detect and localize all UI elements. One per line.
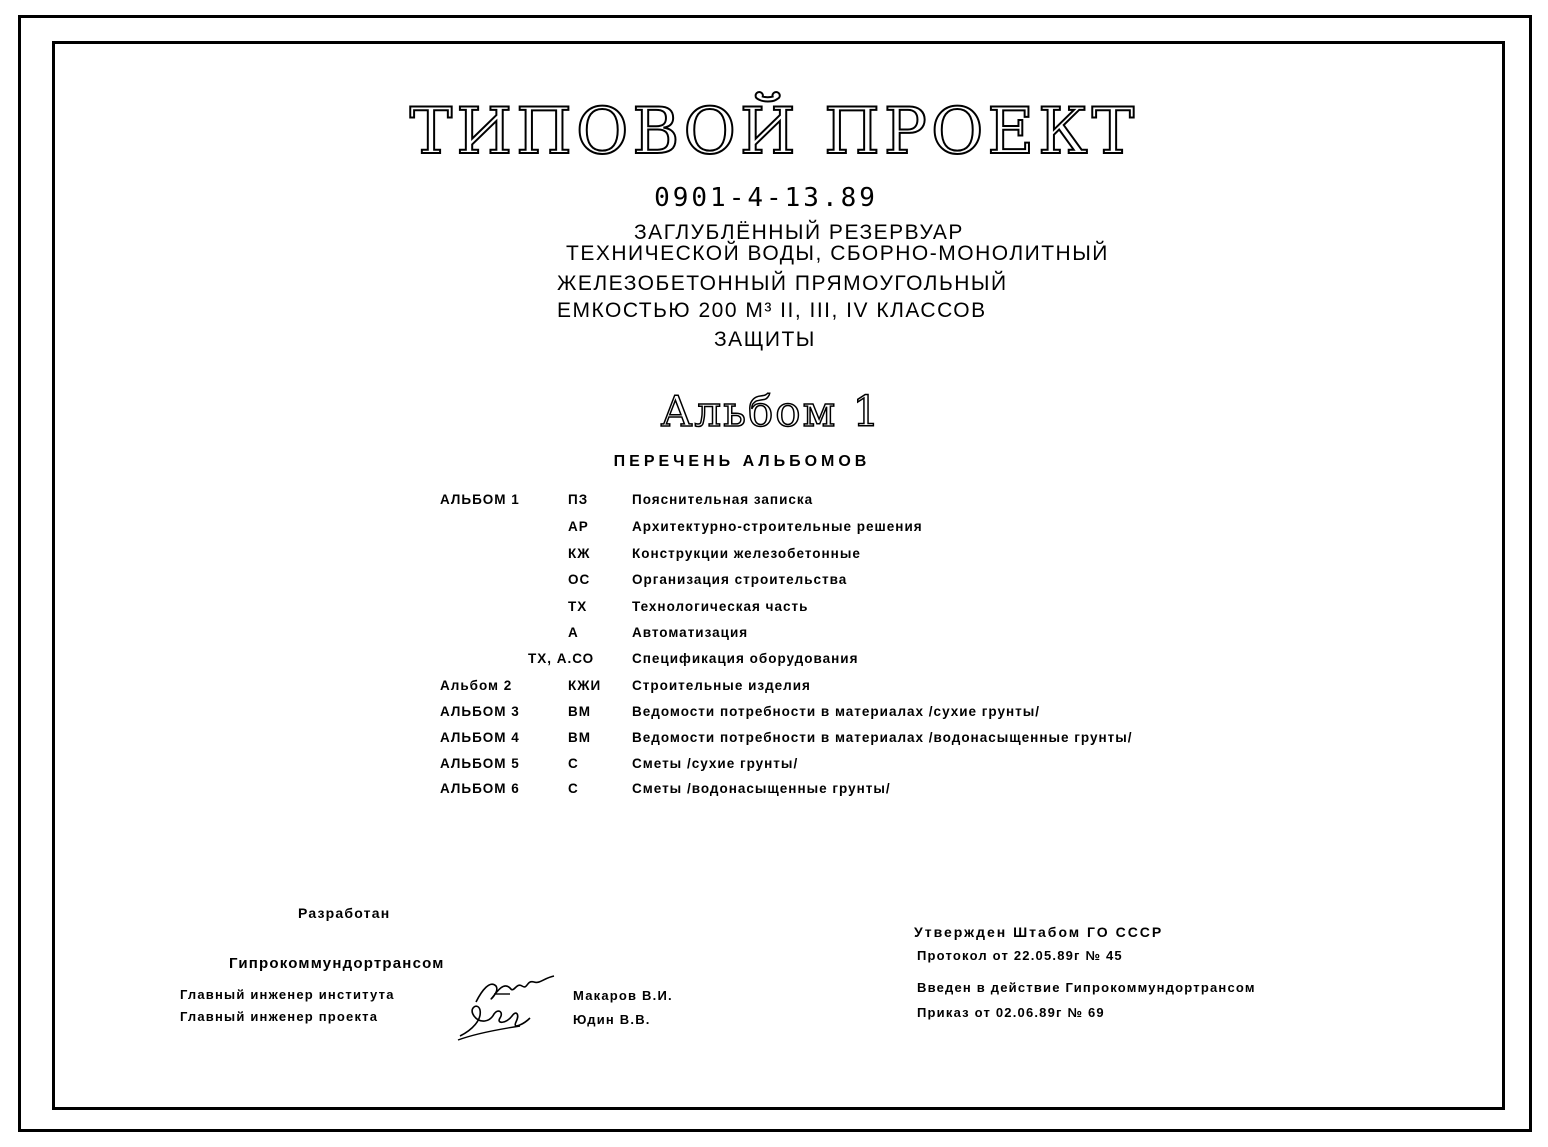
order-line: Приказ от 02.06.89г № 69 — [917, 1005, 1105, 1020]
signature-yudin — [454, 1000, 534, 1042]
approved-by: Утвержден Штабом ГО СССР — [914, 924, 1164, 940]
album-row-album: Альбом 2 — [440, 678, 513, 693]
name-yudin: Юдин В.В. — [573, 1012, 651, 1027]
album-row-code: ОС — [568, 572, 591, 587]
album-row-name: Конструкции железобетонные — [632, 546, 861, 561]
album-row-name: Пояснительная записка — [632, 492, 814, 507]
description-line-1: ЗАГЛУБЛЁННЫЙ РЕЗЕРВУАР — [634, 221, 964, 244]
album-row-album: АЛЬБОМ 3 — [440, 704, 520, 719]
album-row-code: ТХ, А.СО — [528, 651, 595, 666]
name-makarov: Макаров В.И. — [573, 988, 673, 1003]
album-row-code: С — [568, 756, 579, 771]
document-title: ТИПОВОЙ ПРОЕКТ — [409, 95, 1139, 169]
album-row-name: Сметы /сухие грунты/ — [632, 756, 799, 771]
album-row-code: ВМ — [568, 730, 591, 745]
description-line-4: ЕМКОСТЬЮ 200 М³ II, III, IV КЛАССОВ — [557, 299, 987, 322]
album-row-name: Технологическая часть — [632, 599, 809, 614]
album-row-code: КЖИ — [568, 678, 602, 693]
album-row-name: Сметы /водонасыщенные грунты/ — [632, 781, 891, 796]
album-row-name: Организация строительства — [632, 572, 848, 587]
developer-label: Разработан — [298, 905, 391, 921]
album-row-code: АР — [568, 519, 589, 534]
album-row-name: Ведомости потребности в материалах /сухие грунты/ — [632, 704, 1041, 719]
album-row-name: Спецификация оборудования — [632, 651, 859, 666]
role-chief-engineer-project: Главный инженер проекта — [180, 1009, 379, 1024]
album-row-album: АЛЬБОМ 4 — [440, 730, 520, 745]
role-chief-engineer-institute: Главный инженер института — [180, 987, 395, 1002]
album-title: Альбом 1 — [660, 387, 882, 436]
description-line-2: ТЕХНИЧЕСКОЙ ВОДЫ, СБОРНО-МОНОЛИТНЫЙ — [566, 242, 1109, 265]
introduced-line: Введен в действие Гипрокоммундортрансом — [917, 980, 1256, 995]
album-row-code: ВМ — [568, 704, 591, 719]
project-code: 0901-4-13.89 — [654, 183, 878, 213]
album-row-code: ТХ — [568, 599, 588, 614]
album-row-album: АЛЬБОМ 1 — [440, 492, 520, 507]
protocol-line: Протокол от 22.05.89г № 45 — [917, 948, 1123, 963]
album-row-album: АЛЬБОМ 5 — [440, 756, 520, 771]
album-row-code: А — [568, 625, 579, 640]
developer-organization: Гипрокоммундортрансом — [229, 955, 445, 972]
description-line-3: ЖЕЛЕЗОБЕТОННЫЙ ПРЯМОУГОЛЬНЫЙ — [557, 272, 1008, 295]
album-row-name: Архитектурно-строительные решения — [632, 519, 923, 534]
album-row-name: Ведомости потребности в материалах /водонасыщенные грунты/ — [632, 730, 1133, 745]
album-row-name: Автоматизация — [632, 625, 749, 640]
description-line-5: ЗАЩИТЫ — [714, 328, 816, 351]
album-row-album: АЛЬБОМ 6 — [440, 781, 520, 796]
album-row-code: ПЗ — [568, 492, 589, 507]
albums-list-heading: ПЕРЕЧЕНЬ АЛЬБОМОВ — [613, 453, 871, 470]
album-row-code: КЖ — [568, 546, 591, 561]
album-row-code: С — [568, 781, 579, 796]
album-row-name: Строительные изделия — [632, 678, 811, 693]
